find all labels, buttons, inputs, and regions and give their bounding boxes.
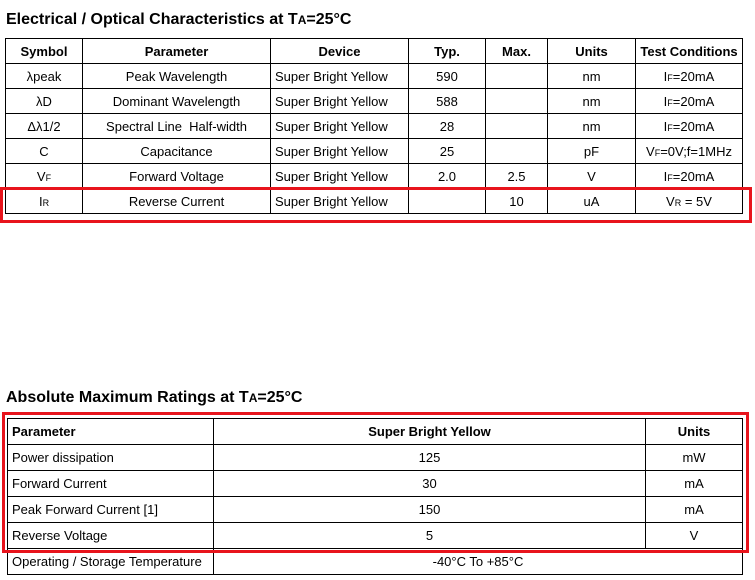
cell-value: 150 — [214, 497, 646, 523]
cell-test-condition: IF=20mA — [636, 114, 743, 139]
cell-symbol: Δλ1/2 — [6, 114, 83, 139]
table-row — [8, 497, 743, 523]
cell-symbol: λpeak — [6, 64, 83, 89]
header-units: Units — [646, 419, 743, 445]
cell-max — [486, 89, 548, 114]
cell-parameter: Spectral Line Half-width — [83, 114, 271, 139]
table-row — [8, 471, 743, 497]
cell-value: 30 — [214, 471, 646, 497]
header-units: Units — [548, 39, 636, 64]
table-row — [8, 445, 743, 471]
cell-units: mA — [646, 471, 743, 497]
cell-test-condition: VF=0V;f=1MHz — [636, 139, 743, 164]
cell-symbol: C — [6, 139, 83, 164]
cell-typ: 2.0 — [409, 164, 486, 189]
cell-max — [486, 114, 548, 139]
table-row — [6, 164, 743, 189]
cell-value: 5 — [214, 523, 646, 549]
header-device: Device — [271, 39, 409, 64]
cell-units: mW — [646, 445, 743, 471]
header-parameter: Parameter — [8, 419, 214, 445]
cell-units: mA — [646, 497, 743, 523]
electrical-characteristics-table — [5, 38, 743, 214]
header-super-bright-yellow: Super Bright Yellow — [214, 419, 646, 445]
cell-max: 10 — [486, 189, 548, 214]
cell-typ: 25 — [409, 139, 486, 164]
table-row — [8, 549, 743, 575]
cell-device: Super Bright Yellow — [271, 64, 409, 89]
cell-parameter: Reverse Voltage — [8, 523, 214, 549]
cell-max — [486, 64, 548, 89]
cell-device: Super Bright Yellow — [271, 189, 409, 214]
cell-parameter: Reverse Current — [83, 189, 271, 214]
header-symbol: Symbol — [6, 39, 83, 64]
cell-units: nm — [548, 89, 636, 114]
cell-parameter: Operating / Storage Temperature — [8, 549, 214, 575]
cell-typ: 28 — [409, 114, 486, 139]
absolute-maximum-ratings-table — [7, 418, 743, 575]
cell-test-condition: VR = 5V — [636, 189, 743, 214]
cell-value: 125 — [214, 445, 646, 471]
cell-parameter: Dominant Wavelength — [83, 89, 271, 114]
cell-units: pF — [548, 139, 636, 164]
table-row — [6, 189, 743, 214]
cell-max: 2.5 — [486, 164, 548, 189]
cell-symbol: IR — [6, 189, 83, 214]
cell-units: V — [646, 523, 743, 549]
cell-test-condition: IF=20mA — [636, 64, 743, 89]
cell-parameter: Capacitance — [83, 139, 271, 164]
absolute-maximum-ratings-heading: Absolute Maximum Ratings at TA=25°C — [6, 389, 303, 406]
cell-value: -40°C To +85°C — [214, 549, 743, 575]
cell-max — [486, 139, 548, 164]
table-row — [6, 64, 743, 89]
table-row — [6, 89, 743, 114]
table-header-row — [6, 39, 743, 64]
cell-device: Super Bright Yellow — [271, 164, 409, 189]
cell-parameter: Power dissipation — [8, 445, 214, 471]
cell-symbol: VF — [6, 164, 83, 189]
cell-units: V — [548, 164, 636, 189]
cell-typ: 588 — [409, 89, 486, 114]
cell-device: Super Bright Yellow — [271, 89, 409, 114]
cell-device: Super Bright Yellow — [271, 139, 409, 164]
header-parameter: Parameter — [83, 39, 271, 64]
cell-units: nm — [548, 114, 636, 139]
table-header-row — [8, 419, 743, 445]
cell-symbol: λD — [6, 89, 83, 114]
cell-parameter: Forward Voltage — [83, 164, 271, 189]
table-row — [6, 114, 743, 139]
header-typ: Typ. — [409, 39, 486, 64]
cell-units: uA — [548, 189, 636, 214]
cell-device: Super Bright Yellow — [271, 114, 409, 139]
cell-typ — [409, 189, 486, 214]
electrical-characteristics-heading: Electrical / Optical Characteristics at TA=25°C — [6, 11, 352, 28]
cell-test-condition: IF=20mA — [636, 89, 743, 114]
table-row — [6, 139, 743, 164]
cell-typ: 590 — [409, 64, 486, 89]
header-max: Max. — [486, 39, 548, 64]
cell-units: nm — [548, 64, 636, 89]
cell-parameter: Forward Current — [8, 471, 214, 497]
table-row — [8, 523, 743, 549]
cell-parameter: Peak Forward Current [1] — [8, 497, 214, 523]
header-test-conditions: Test Conditions — [636, 39, 743, 64]
cell-parameter: Peak Wavelength — [83, 64, 271, 89]
cell-test-condition: IF=20mA — [636, 164, 743, 189]
